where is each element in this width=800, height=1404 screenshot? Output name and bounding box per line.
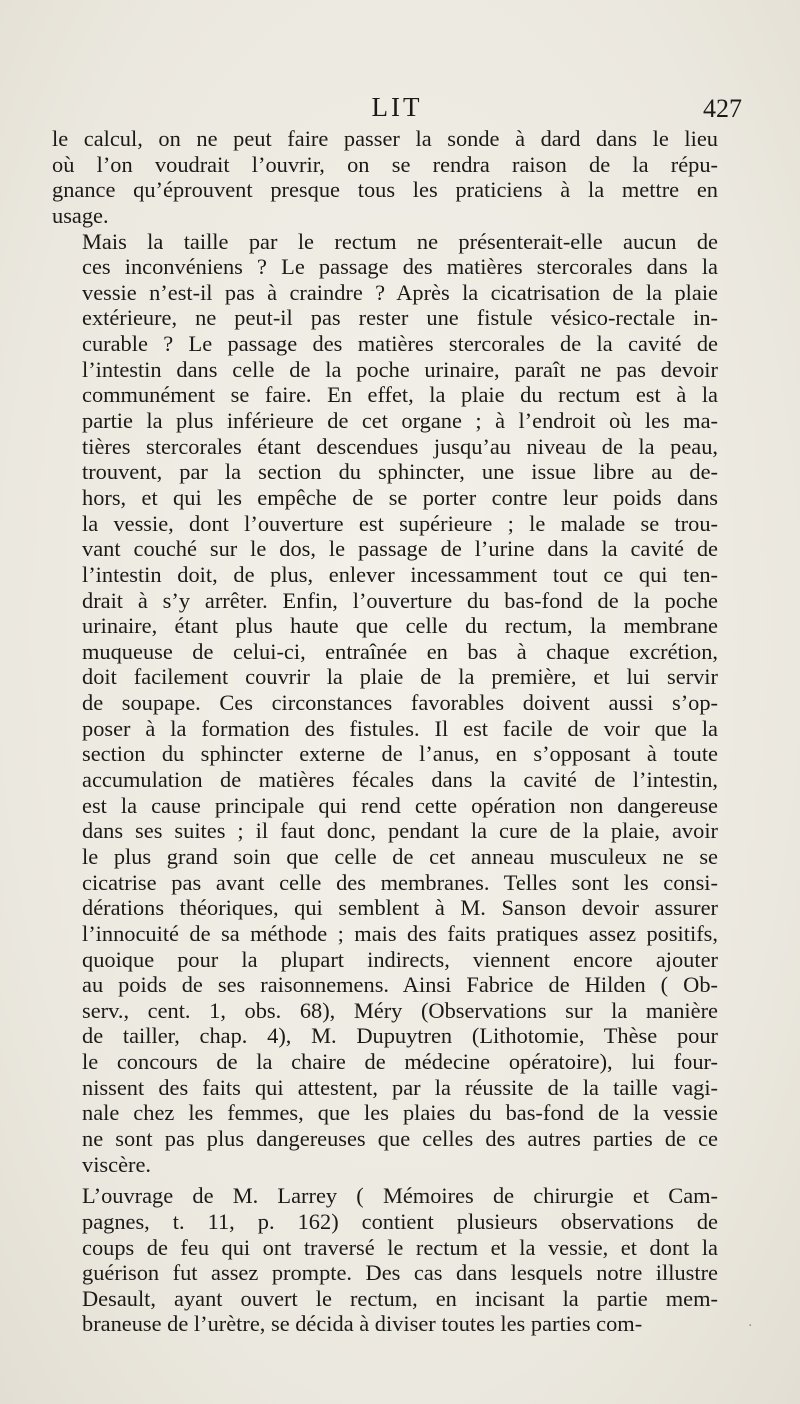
running-head (52, 92, 742, 126)
text-line: viscère. (82, 1151, 151, 1177)
text-line: nissent des faits qui attestent, par la réussite de la taille vagi- (82, 1074, 718, 1100)
text-line: muqueuse de celui-ci, entraînée en bas à chaque excrétion, (82, 638, 718, 664)
text-line: doit facilement couvrir la plaie de la première, et lui servir (82, 664, 718, 690)
text-line: nale chez les femmes, que les plaies du bas-fond de la vessie (82, 1100, 718, 1126)
text-line: guérison fut assez prompte. Des cas dans lesquels notre illustre (82, 1260, 718, 1286)
text-line: tières stercorales étant descendues jusqu’au niveau de la peau, (82, 433, 718, 459)
text-line: vant couché sur le dos, le passage de l’urine dans la cavité de (82, 536, 718, 562)
text-line: dans ses suites ; il faut donc, pendant la cure de la plaie, avoir (82, 818, 718, 844)
text-line: trouvent, par la section du sphincter, une issue libre au de- (82, 459, 718, 485)
text-line: la vessie, dont l’ouverture est supérieure ; le malade se trou- (82, 510, 718, 536)
text-line: Desault, ayant ouvert le rectum, en incisant la partie mem- (82, 1285, 718, 1311)
paragraph (52, 126, 718, 229)
text-line: partie la plus inférieure de cet organe ; à l’endroit où les ma- (82, 408, 718, 434)
text-line: au poids de ses raisonnemens. Ainsi Fabrice de Hilden ( Ob- (82, 972, 718, 998)
page-number: 427 (703, 94, 742, 123)
text-line: ne sont pas plus dangereuses que celles des autres parties de ce (82, 1125, 718, 1151)
text-line: urinaire, étant plus haute que celle du rectum, la membrane (82, 613, 718, 639)
body-text (52, 126, 718, 1337)
text-line: de tailler, chap. 4), M. Dupuytren (Lithotomie, Thèse pour (82, 1023, 718, 1049)
text-line: le concours de la chaire de médecine opératoire), lui four- (82, 1049, 718, 1075)
paragraph (52, 1183, 718, 1337)
text-line: le calcul, on ne peut faire passer la sonde à dard dans le lieu (52, 126, 718, 151)
text-line: accumulation de matières fécales dans la cavité de l’intestin, (82, 767, 718, 793)
text-line: braneuse de l’urètre, se décida à diviser toutes les parties com- (82, 1311, 643, 1337)
running-head-title: LIT (371, 92, 423, 122)
text-line: où l’on voudrait l’ouvrir, on se rendra raison de la répu- (52, 151, 718, 177)
text-line: poser à la formation des fistules. Il est facile de voir que la (82, 715, 718, 741)
text-line: ces inconvéniens ? Le passage des matières stercorales dans la (82, 254, 718, 280)
text-line: de soupape. Ces circonstances favorables doivent aussi s’op- (82, 690, 718, 716)
text-line: curable ? Le passage des matières stercorales de la cavité de (82, 331, 718, 357)
text-line: l’innocuité de sa méthode ; mais des faits pratiques assez positifs, (82, 920, 718, 946)
text-line: cicatrise pas avant celle des membranes. Telles sont les consi- (82, 869, 718, 895)
text-line: vessie n’est-il pas à craindre ? Après la cicatrisation de la plaie (82, 279, 718, 305)
text-line: serv., cent. 1, obs. 68), Méry (Observations sur la manière (82, 997, 718, 1023)
paragraph (52, 229, 718, 1178)
text-line: hors, et qui les empêche de se porter contre leur poids dans (82, 484, 718, 510)
text-line: l’intestin dans celle de la poche urinaire, paraît ne pas devoir (82, 356, 718, 382)
text-line: l’intestin doit, de plus, enlever incessamment tout ce qui ten- (82, 561, 718, 587)
text-line: quoique pour la plupart indirects, viennent encore ajouter (82, 946, 718, 972)
text-line: pagnes, t. 11, p. 162) contient plusieurs observations de (82, 1208, 718, 1234)
text-line: le plus grand soin que celle de cet anneau musculeux ne se (82, 843, 718, 869)
text-line: extérieure, ne peut-il pas rester une fistule vésico-rectale in- (82, 305, 718, 331)
text-line: Mais la taille par le rectum ne présenterait-elle aucun de (82, 228, 718, 254)
text-line: L’ouvrage de M. Larrey ( Mémoires de chirurgie et Cam- (82, 1183, 718, 1209)
text-line: gnance qu’éprouvent presque tous les praticiens à la mettre en (52, 177, 718, 203)
text-line: coups de feu qui ont traversé le rectum et la vessie, et dont la (82, 1234, 718, 1260)
text-line: section du sphincter externe de l’anus, en s’opposant à toute (82, 741, 718, 767)
margin-mark: · (748, 1318, 753, 1334)
text-line: usage. (52, 202, 109, 228)
text-line: drait à s’y arrêter. Enfin, l’ouverture du bas-fond de la poche (82, 587, 718, 613)
text-line: dérations théoriques, qui semblent à M. Sanson devoir assurer (82, 895, 718, 921)
text-line: communément se faire. En effet, la plaie du rectum est à la (82, 382, 718, 408)
text-line: est la cause principale qui rend cette opération non dangereuse (82, 792, 718, 818)
